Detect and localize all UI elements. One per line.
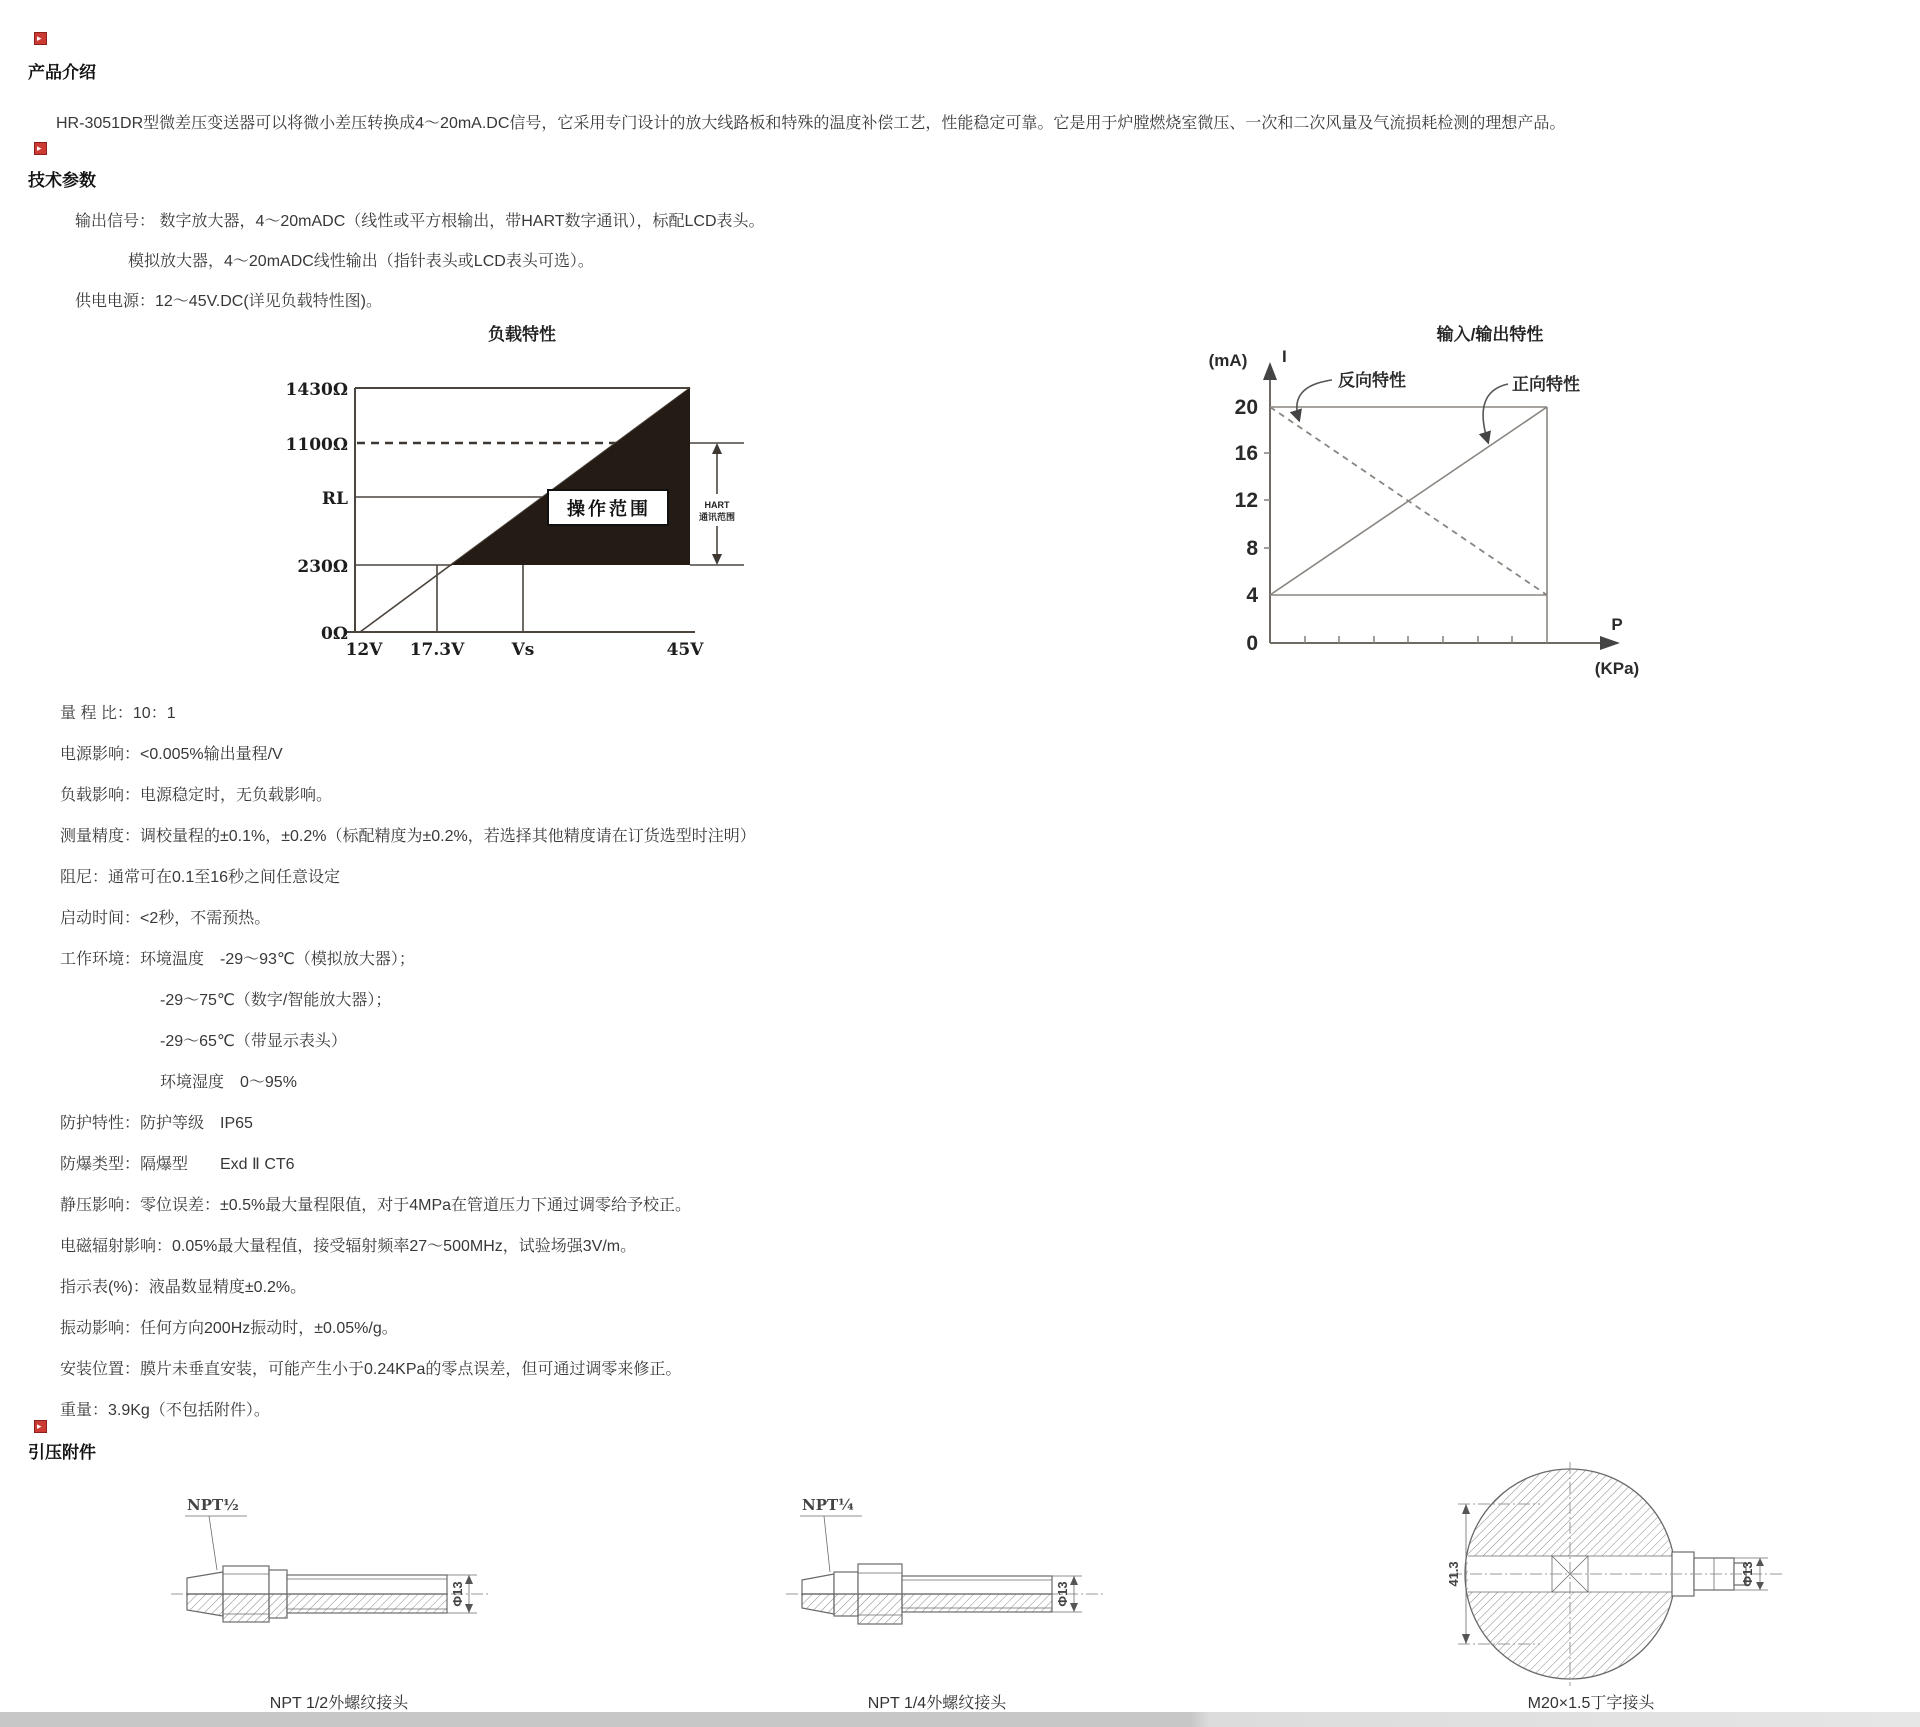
spec-line: 负载影响：电源稳定时，无负载影响。: [60, 787, 333, 804]
y-tick-12: 12: [1234, 489, 1258, 512]
section-marker-icon: [34, 142, 47, 155]
spec-line: 安装位置：膜片未垂直安装，可能产生小于0.24KPa的零点误差，但可通过调零来修正。: [60, 1361, 682, 1378]
height-dimension-label: 41.3: [1446, 1561, 1461, 1587]
spec-line: 量 程 比：10：1: [60, 705, 176, 722]
spec-line: 静压影响：零位误差：±0.5%最大量程限值，对于4MPa在管道压力下通过调零给予校正。: [60, 1197, 692, 1214]
chart-title: 负载特性: [488, 325, 556, 344]
diameter-dimension-label: Φ13: [1740, 1561, 1755, 1587]
y-axis-unit: (mA): [1208, 351, 1248, 370]
spec-line: 环境湿度 0～95%: [160, 1074, 297, 1091]
spec-line: 启动时间：<2秒，不需预热。: [60, 910, 271, 927]
y-tick-16: 16: [1234, 442, 1258, 465]
fitting-drawing-npt-quarter: [780, 1482, 1110, 1682]
x-tick-17v: 17.3V: [409, 640, 465, 660]
x-axis-symbol: P: [1611, 615, 1623, 634]
fitting-caption: M20×1.5丁字接头: [1527, 1695, 1655, 1712]
reverse-callout-arrow: [1297, 380, 1332, 420]
fitting-upper-half: [187, 1566, 447, 1594]
spec-line: 工作环境：环境温度 -29～93℃（模拟放大器）；: [60, 951, 415, 968]
arrow-up-icon: [712, 443, 722, 454]
spec-line: 电源影响：<0.005%输出量程/V: [60, 746, 283, 763]
spec-line: 指示表(%)：液晶数显精度±0.2%。: [60, 1279, 307, 1296]
x-tick-12v: 12V: [345, 640, 383, 660]
hart-label-line1: HART: [704, 500, 730, 510]
section-marker-icon: [34, 1420, 47, 1433]
y-tick-1100: 1100Ω: [285, 435, 348, 455]
diameter-dimension: [1734, 1558, 1768, 1590]
spec-line: 振动影响：任何方向200Hz振动时，±0.05%/g。: [60, 1320, 398, 1337]
hart-label-line2: 通讯范围: [698, 512, 736, 522]
fitting-caption: NPT 1/2外螺纹接头: [269, 1695, 409, 1712]
fitting-drawing-m20-tee: [1400, 1452, 1800, 1692]
spec-line: -29～65℃（带显示表头）: [160, 1033, 347, 1050]
spec-line: 防爆类型：隔爆型 Exd Ⅱ CT6: [60, 1156, 295, 1173]
fitting-upper-half: [802, 1564, 1052, 1594]
tech-heading: 技术参数: [28, 171, 96, 190]
intro-paragraph: HR-3051DR型微差压变送器可以将微小差压转换成4～20mA.DC信号，它采用专门设计的放大线路板和特殊的温度补偿工艺，性能稳定可靠。它是用于炉膛燃烧室微压、一次和二次风量及气流损耗检测的理想产品。: [56, 115, 1566, 132]
spec-power-supply: 供电电源：12～45V.DC(详见负载特性图)。: [75, 293, 383, 310]
arrow-down-icon: [712, 554, 722, 565]
fitting-lower-half-section: [802, 1594, 1052, 1624]
diameter-dimension-label: Φ13: [1055, 1581, 1070, 1607]
spec-line: 电磁辐射影响：0.05%最大量程值，接受辐射频率27～500MHz，试验场强3V/m。: [60, 1238, 637, 1255]
reverse-series-label: 反向特性: [1338, 371, 1406, 390]
forward-series-label: 正向特性: [1512, 375, 1580, 394]
input-output-characteristic-chart: [1170, 312, 1750, 697]
operating-range-label: 操作范围: [567, 499, 651, 519]
x-axis-unit: (KPa): [1594, 659, 1640, 678]
thread-callout-label: NPT½: [187, 1496, 239, 1514]
intro-heading: 产品介绍: [28, 63, 96, 82]
y-tick-4: 4: [1246, 584, 1258, 607]
spec-line: 防护特性：防护等级 IP65: [60, 1115, 253, 1132]
operating-region-triangle: [451, 388, 690, 565]
callout-leader-line: [209, 1516, 217, 1570]
y-tick-0: 0Ω: [321, 624, 348, 644]
y-tick-20: 20: [1234, 396, 1258, 419]
y-tick-1430: 1430Ω: [285, 380, 348, 400]
spec-output-signal: 输出信号： 数字放大器，4～20mADC（线性或平方根输出，带HART数字通讯），标配LCD表头。: [75, 213, 765, 230]
fitting-caption: NPT 1/4外螺纹接头: [867, 1695, 1007, 1712]
y-tick-8: 8: [1246, 537, 1258, 560]
fittings-heading: 引压附件: [28, 1443, 96, 1462]
fitting-drawing-npt-half: [165, 1482, 495, 1682]
thread-callout-label: NPT¼: [802, 1496, 854, 1514]
fitting-lower-half-section: [187, 1594, 447, 1622]
forward-callout-arrow: [1483, 384, 1508, 442]
page-bottom-bar: [0, 1712, 1920, 1727]
spec-line: 阻尼：通常可在0.1至16秒之间任意设定: [60, 869, 341, 886]
chart-title: 输入/输出特性: [1436, 325, 1544, 344]
section-marker-icon: [34, 32, 47, 45]
y-axis-symbol: I: [1282, 347, 1287, 366]
y-tick-rl: RL: [321, 489, 348, 509]
arrow-right-icon: [1600, 636, 1620, 650]
spec-line: 重量：3.9Kg（不包括附件）。: [60, 1402, 270, 1419]
diameter-dimension-label: Φ13: [450, 1581, 465, 1607]
x-tick-vs: Vs: [511, 640, 535, 660]
callout-leader-line: [824, 1516, 830, 1572]
y-tick-230: 230Ω: [297, 557, 348, 577]
spec-line: -29～75℃（数字/智能放大器）；: [160, 992, 392, 1009]
spec-analog-amplifier: 模拟放大器，4～20mADC线性输出（指针表头或LCD表头可选）。: [128, 253, 594, 270]
spec-line: 测量精度：调校量程的±0.1%，±0.2%（标配精度为±0.2%，若选择其他精度请在订货选型时注明）: [60, 828, 756, 845]
arrow-up-icon: [1263, 362, 1277, 380]
x-tick-45v: 45V: [666, 640, 704, 660]
load-characteristic-chart: [280, 312, 800, 677]
y-tick-0: 0: [1246, 632, 1258, 655]
